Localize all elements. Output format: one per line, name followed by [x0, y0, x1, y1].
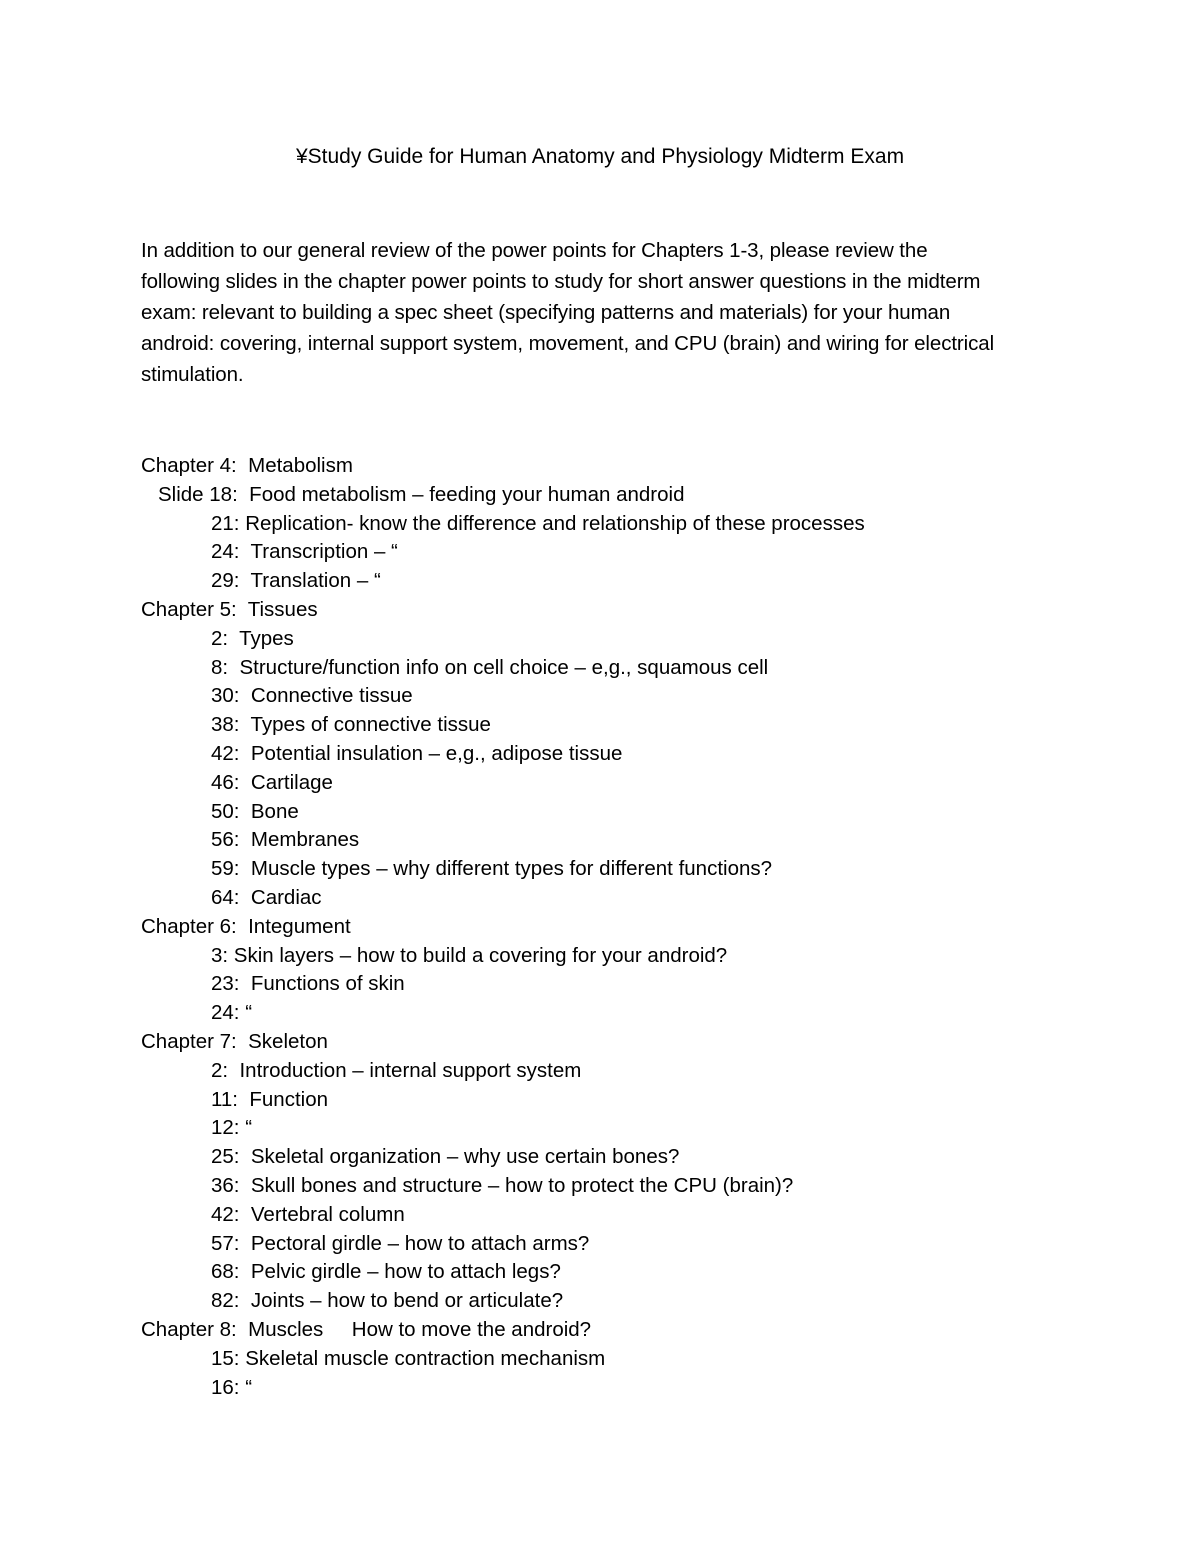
slide-item: 2: Introduction – internal support system	[211, 1058, 582, 1082]
slide-item: 82: Joints – how to bend or articulate?	[211, 1289, 564, 1313]
slide-item: 12: “	[211, 1116, 253, 1140]
slide-item: 3: Skin layers – how to build a covering for your android?	[211, 943, 728, 967]
slide-item: 15: Skeletal muscle contraction mechanism	[211, 1346, 606, 1370]
slide-item: 46: Cartilage	[211, 770, 333, 794]
slide-item: 42: Potential insulation – e,g., adipose tissue	[211, 741, 623, 765]
intro-paragraph	[141, 235, 1061, 390]
slide-item: 8: Structure/function info on cell choice – e,g., squamous cell	[211, 655, 769, 679]
intro-line: following slides in the chapter power points to study for short answer questions in the midterm	[141, 270, 981, 293]
slide-item: Slide 18: Food metabolism – feeding your human android	[158, 482, 685, 506]
slide-item: 38: Types of connective tissue	[211, 713, 491, 737]
intro-line: exam: relevant to building a spec sheet (specifying patterns and materials) for your human	[141, 301, 951, 324]
intro-line: stimulation.	[141, 363, 244, 386]
chapter-heading: Chapter 8: Muscles How to move the android?	[141, 1317, 592, 1341]
slide-item: 57: Pectoral girdle – how to attach arms?	[211, 1231, 590, 1255]
slide-item: 2: Types	[211, 626, 294, 650]
slide-item: 50: Bone	[211, 799, 299, 823]
slide-item: 36: Skull bones and structure – how to protect the CPU (brain)?	[211, 1173, 794, 1197]
chapter-heading: Chapter 6: Integument	[141, 914, 351, 938]
slide-item: 23: Functions of skin	[211, 972, 405, 996]
slide-item: 68: Pelvic girdle – how to attach legs?	[211, 1260, 561, 1284]
slide-item: 25: Skeletal organization – why use certain bones?	[211, 1145, 680, 1169]
document-title: ¥Study Guide for Human Anatomy and Physiology Midterm Exam	[295, 145, 905, 168]
slide-item: 59: Muscle types – why different types for different functions?	[211, 857, 773, 881]
slide-item: 30: Connective tissue	[211, 684, 413, 708]
slide-item: 24: Transcription – “	[211, 540, 398, 564]
chapter-outline	[141, 452, 1061, 1402]
slide-item: 11: Function	[211, 1087, 328, 1111]
slide-item: 29: Translation – “	[211, 569, 381, 593]
slide-item: 56: Membranes	[211, 828, 360, 852]
chapter-heading: Chapter 5: Tissues	[141, 597, 318, 621]
chapter-heading: Chapter 4: Metabolism	[141, 454, 353, 477]
slide-item: 21: Replication- know the difference and relationship of these processes	[211, 511, 865, 535]
slide-item: 16: “	[211, 1375, 253, 1399]
chapter-heading: Chapter 7: Skeleton	[141, 1029, 328, 1053]
slide-item: 64: Cardiac	[211, 885, 322, 909]
slide-item: 24: “	[211, 1001, 253, 1025]
slide-item: 42: Vertebral column	[211, 1202, 405, 1226]
intro-line: In addition to our general review of the power points for Chapters 1-3, please review the	[141, 239, 928, 262]
intro-line: android: covering, internal support system, movement, and CPU (brain) and wiring for electrical	[141, 332, 995, 355]
